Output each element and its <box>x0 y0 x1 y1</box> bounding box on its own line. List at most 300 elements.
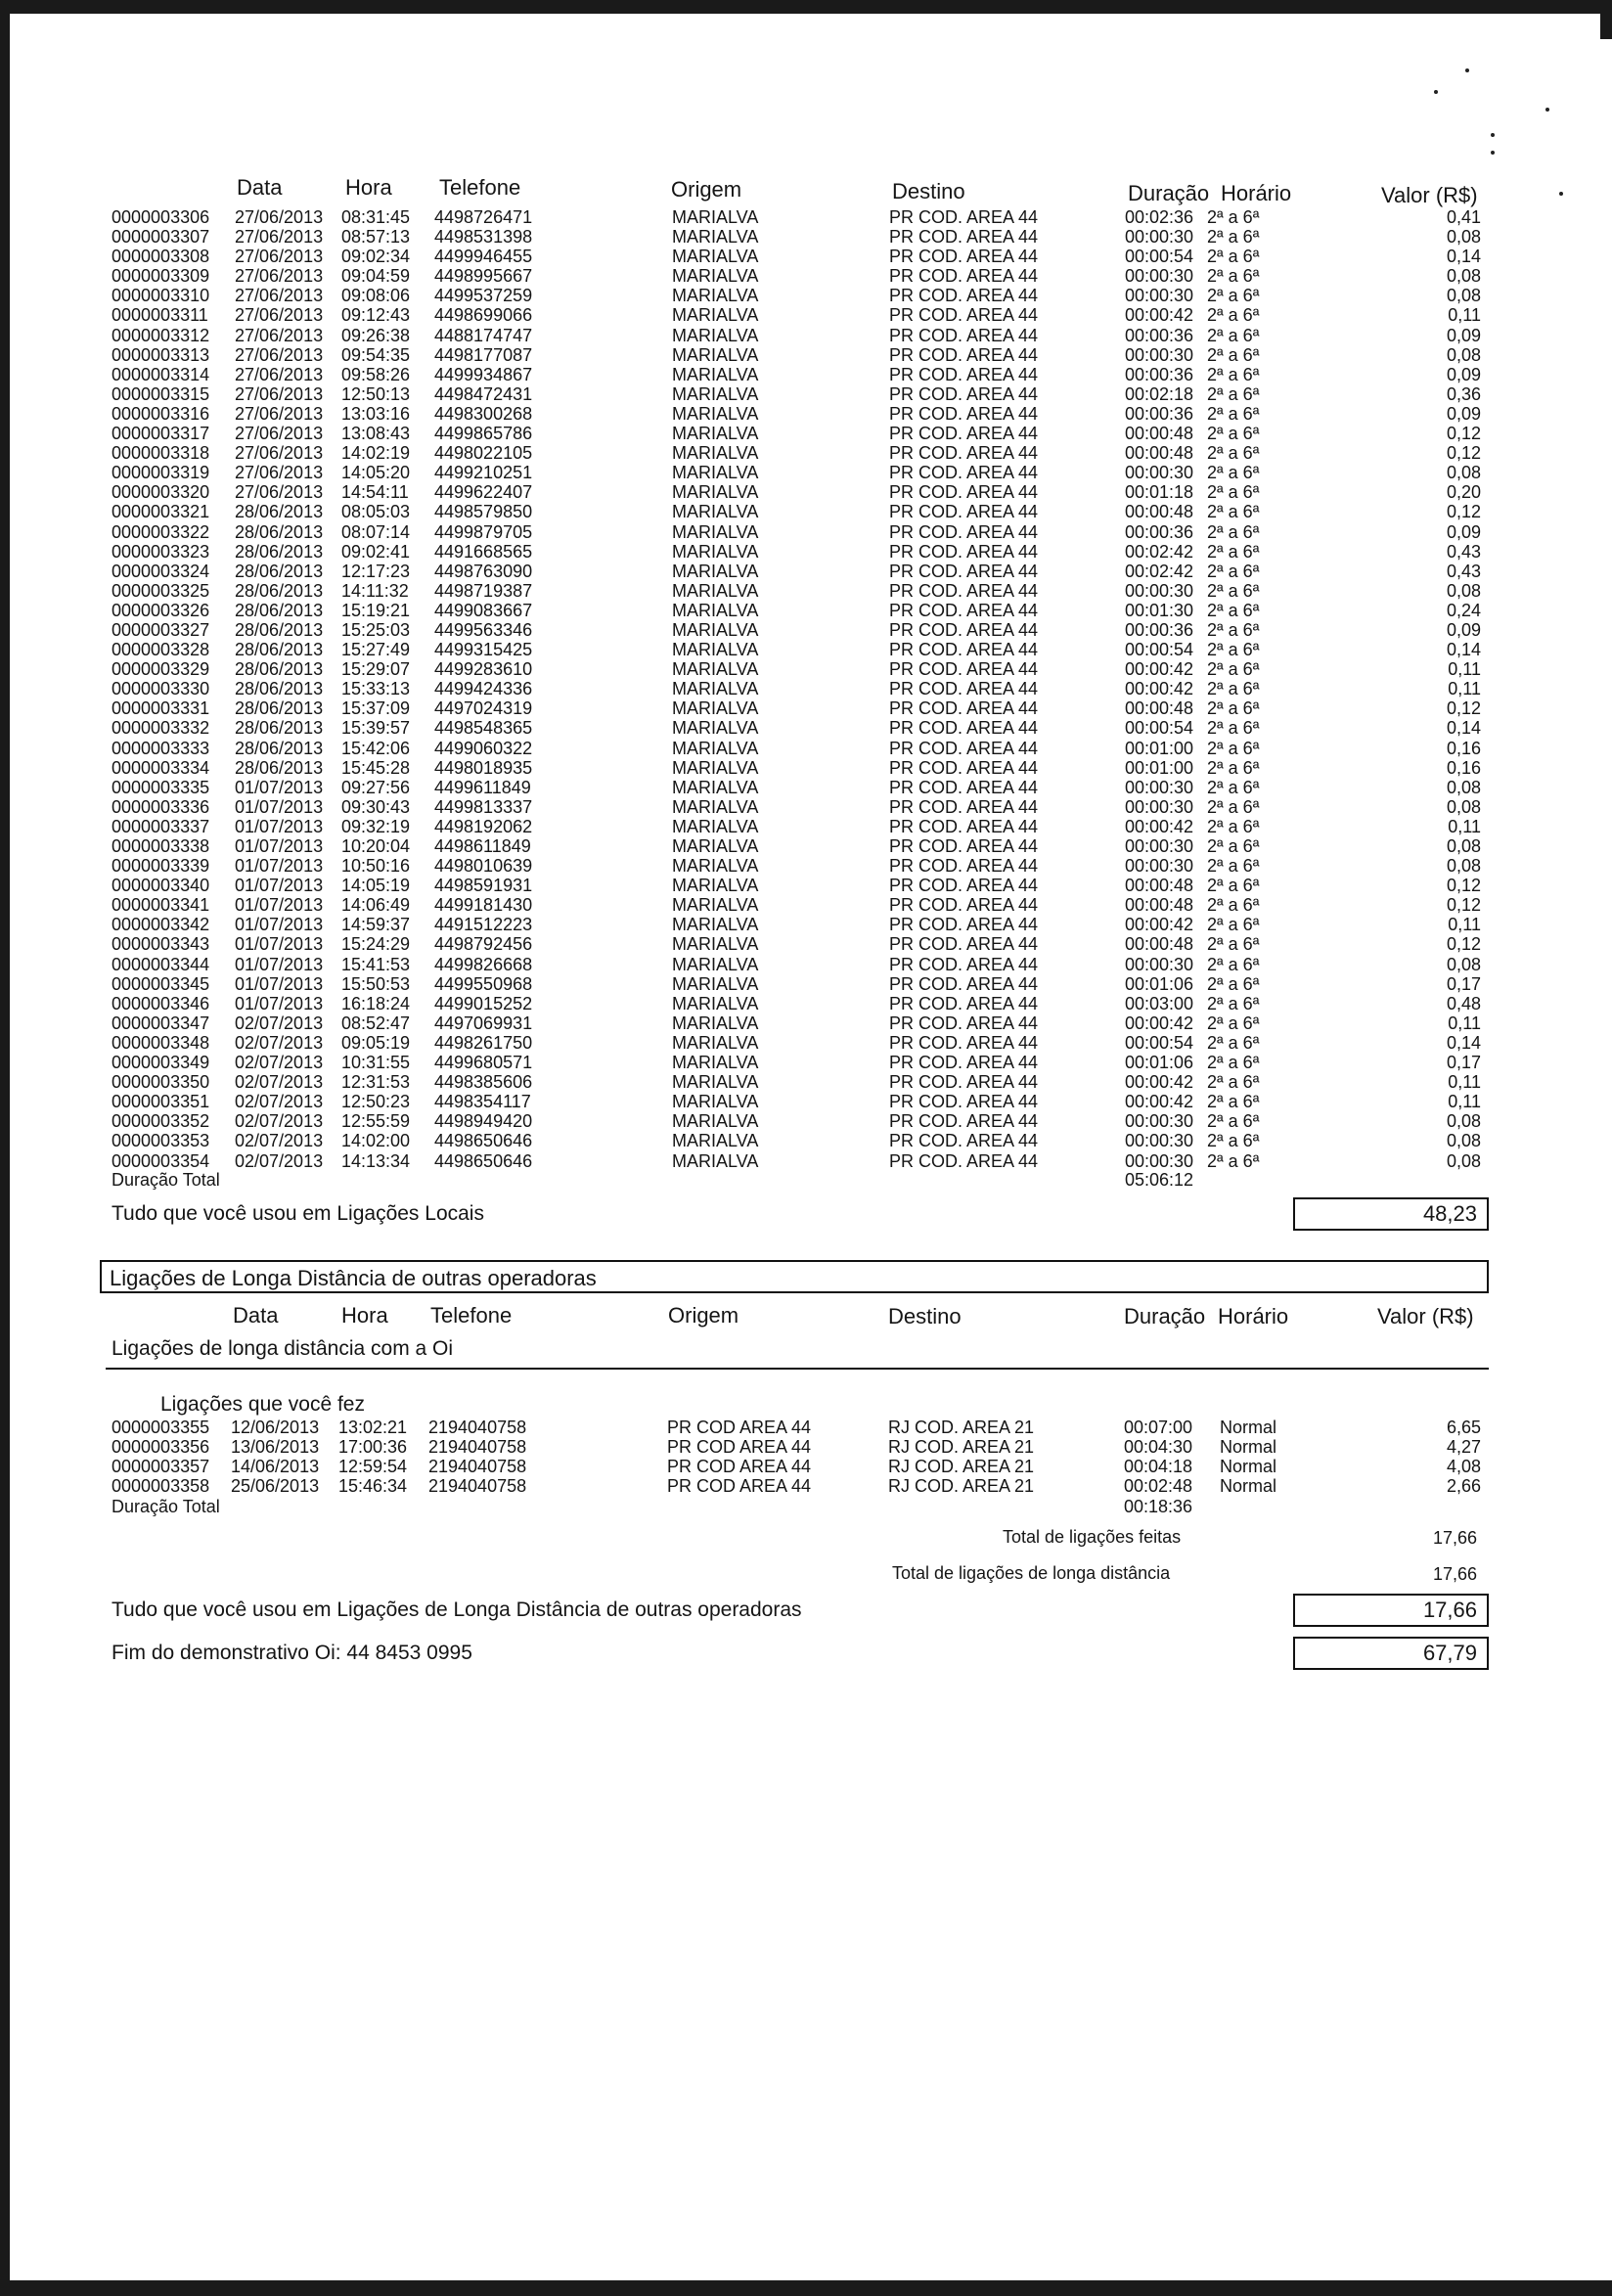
call-time: 09:04:59 <box>341 266 411 287</box>
call-time: 08:05:03 <box>341 502 411 522</box>
call-time: 09:02:34 <box>341 247 411 267</box>
call-destination: PR COD. AREA 44 <box>889 443 1039 464</box>
call-destination: PR COD. AREA 44 <box>889 619 1039 640</box>
call-origin: MARIALVA <box>672 738 759 758</box>
ld-header-data: Data <box>233 1303 279 1328</box>
call-origin: MARIALVA <box>672 266 759 287</box>
call-origin: MARIALVA <box>672 1053 759 1073</box>
call-value: 0,11 <box>1448 1013 1481 1033</box>
call-id: 0000003355 <box>112 1418 210 1437</box>
table-row <box>112 876 1481 895</box>
table-row <box>112 620 1481 640</box>
call-date: 02/07/2013 <box>235 1092 324 1112</box>
call-origin: PR COD AREA 44 <box>667 1418 812 1437</box>
call-phone: 2194040758 <box>428 1476 527 1496</box>
call-destination: PR COD. AREA 44 <box>889 403 1039 424</box>
call-time: 13:08:43 <box>341 424 411 444</box>
call-schedule: Normal <box>1220 1476 1277 1496</box>
call-duration: 00:00:36 <box>1125 619 1194 640</box>
call-destination: PR COD. AREA 44 <box>889 541 1039 562</box>
ld-header-telefone: Telefone <box>430 1303 513 1328</box>
call-duration: 00:00:30 <box>1125 463 1194 483</box>
call-destination: PR COD. AREA 44 <box>889 325 1039 345</box>
table-row <box>112 601 1481 620</box>
call-phone: 4498531398 <box>434 227 533 248</box>
call-date: 28/06/2013 <box>235 679 324 699</box>
call-phone: 4498650646 <box>434 1150 533 1171</box>
call-id: 0000003316 <box>112 403 210 424</box>
ld-calls-made-label: Ligações que você fez <box>160 1393 365 1416</box>
call-id: 0000003320 <box>112 482 210 503</box>
call-phone: 4498949420 <box>434 1111 533 1132</box>
table-row <box>112 679 1481 698</box>
call-date: 25/06/2013 <box>231 1476 320 1496</box>
ld-header-destino: Destino <box>888 1304 962 1328</box>
table-row <box>112 739 1481 758</box>
call-value: 0,43 <box>1446 561 1481 581</box>
call-phone: 2194040758 <box>428 1457 527 1476</box>
call-phone: 4498018935 <box>434 757 533 778</box>
call-phone: 4491512223 <box>434 915 533 935</box>
call-destination: RJ COD. AREA 21 <box>888 1437 1035 1457</box>
table-row <box>112 1111 1481 1131</box>
call-date: 28/06/2013 <box>235 738 324 758</box>
call-value: 0,16 <box>1446 738 1481 758</box>
call-time: 09:30:43 <box>341 796 411 817</box>
call-value: 4,27 <box>1446 1437 1481 1457</box>
ld-total-label: Total de ligações de longa distância <box>892 1563 1171 1583</box>
table-row <box>112 1131 1481 1150</box>
call-time: 10:20:04 <box>341 836 411 856</box>
table-row <box>112 562 1481 581</box>
call-duration: 00:00:42 <box>1125 1092 1194 1112</box>
ld-summary-box <box>1293 1594 1489 1627</box>
call-id: 0000003326 <box>112 600 210 620</box>
scan-speck <box>1559 192 1563 196</box>
local-summary-value: 48,23 <box>1422 1201 1477 1226</box>
call-time: 12:55:59 <box>341 1111 411 1132</box>
call-value: 0,12 <box>1446 934 1481 955</box>
call-duration: 00:02:36 <box>1125 207 1194 227</box>
call-destination: PR COD. AREA 44 <box>889 227 1039 248</box>
call-value: 0,14 <box>1446 1032 1481 1053</box>
call-id: 0000003341 <box>112 895 210 916</box>
call-destination: PR COD. AREA 44 <box>889 482 1039 503</box>
call-date: 01/07/2013 <box>235 796 324 817</box>
call-destination: PR COD. AREA 44 <box>889 1150 1039 1171</box>
call-phone: 4491668565 <box>434 541 533 562</box>
call-time: 15:19:21 <box>341 600 411 620</box>
call-phone: 4498261750 <box>434 1032 533 1053</box>
call-schedule: 2ª a 6ª <box>1207 344 1260 365</box>
call-time: 10:50:16 <box>341 856 411 877</box>
call-phone: 4498010639 <box>434 856 533 877</box>
call-duration: 00:00:30 <box>1125 777 1194 797</box>
call-value: 0,16 <box>1446 757 1481 778</box>
call-duration: 00:00:48 <box>1125 698 1194 719</box>
call-value: 0,08 <box>1446 954 1481 974</box>
call-duration: 00:01:30 <box>1125 600 1194 620</box>
call-date: 01/07/2013 <box>235 836 324 856</box>
call-time: 14:54:11 <box>341 482 409 503</box>
call-phone: 4499083667 <box>434 600 533 620</box>
table-row <box>112 1033 1481 1053</box>
call-origin: MARIALVA <box>672 482 759 503</box>
call-value: 0,08 <box>1446 463 1481 483</box>
call-value: 0,43 <box>1446 541 1481 562</box>
call-time: 09:12:43 <box>341 305 411 326</box>
call-phone: 4488174747 <box>434 325 533 345</box>
call-duration: 00:00:30 <box>1125 954 1194 974</box>
call-origin: MARIALVA <box>672 424 759 444</box>
call-duration: 00:01:06 <box>1125 1053 1194 1073</box>
call-phone: 2194040758 <box>428 1437 527 1457</box>
call-date: 28/06/2013 <box>235 698 324 719</box>
table-row <box>112 698 1481 718</box>
call-schedule: 2ª a 6ª <box>1207 227 1260 248</box>
call-origin: MARIALVA <box>672 600 759 620</box>
call-value: 0,14 <box>1446 247 1481 267</box>
call-schedule: 2ª a 6ª <box>1207 796 1260 817</box>
call-destination: PR COD. AREA 44 <box>889 993 1039 1013</box>
ld-header-duracao: Duração <box>1124 1304 1206 1328</box>
call-date: 27/06/2013 <box>235 424 324 444</box>
call-phone: 4499537259 <box>434 286 533 306</box>
call-value: 0,12 <box>1446 443 1481 464</box>
call-phone: 4499813337 <box>434 796 533 817</box>
call-phone: 4499015252 <box>434 993 533 1013</box>
call-destination: PR COD. AREA 44 <box>889 1053 1039 1073</box>
call-schedule: 2ª a 6ª <box>1207 1072 1260 1093</box>
call-destination: PR COD. AREA 44 <box>889 305 1039 326</box>
call-origin: MARIALVA <box>672 915 759 935</box>
call-id: 0000003330 <box>112 679 210 699</box>
call-duration: 00:04:30 <box>1124 1437 1193 1457</box>
call-schedule: 2ª a 6ª <box>1207 895 1260 916</box>
call-destination: PR COD. AREA 44 <box>889 934 1039 955</box>
call-value: 0,09 <box>1446 325 1481 345</box>
call-schedule: 2ª a 6ª <box>1207 1092 1260 1112</box>
local-calls-table <box>112 207 1481 1171</box>
end-of-statement-label: Fim do demonstrativo Oi: 44 8453 0995 <box>112 1642 472 1664</box>
call-value: 0,17 <box>1446 1053 1481 1073</box>
call-id: 0000003323 <box>112 541 210 562</box>
call-schedule: 2ª a 6ª <box>1207 580 1260 601</box>
call-date: 13/06/2013 <box>231 1437 320 1457</box>
call-destination: PR COD. AREA 44 <box>889 502 1039 522</box>
call-schedule: 2ª a 6ª <box>1207 482 1260 503</box>
call-date: 01/07/2013 <box>235 856 324 877</box>
call-value: 0,12 <box>1446 698 1481 719</box>
call-id: 0000003354 <box>112 1150 210 1171</box>
call-phone: 4498792456 <box>434 934 533 955</box>
call-destination: PR COD. AREA 44 <box>889 247 1039 267</box>
call-value: 0,09 <box>1446 619 1481 640</box>
call-value: 0,09 <box>1446 364 1481 384</box>
scan-border-top <box>0 0 1612 14</box>
call-value: 0,11 <box>1448 1092 1481 1112</box>
call-date: 27/06/2013 <box>235 207 324 227</box>
call-id: 0000003308 <box>112 247 210 267</box>
call-destination: PR COD. AREA 44 <box>889 1131 1039 1151</box>
call-phone: 4498699066 <box>434 305 533 326</box>
call-duration: 00:02:42 <box>1125 561 1194 581</box>
call-id: 0000003324 <box>112 561 210 581</box>
call-date: 27/06/2013 <box>235 344 324 365</box>
call-time: 09:54:35 <box>341 344 411 365</box>
call-destination: PR COD. AREA 44 <box>889 698 1039 719</box>
call-phone: 4499622407 <box>434 482 533 503</box>
call-schedule: Normal <box>1220 1418 1277 1437</box>
header-data: Data <box>237 175 283 200</box>
call-date: 01/07/2013 <box>235 954 324 974</box>
ld-total-value: 17,66 <box>1432 1564 1477 1584</box>
call-destination: PR COD. AREA 44 <box>889 521 1039 542</box>
scan-speck <box>1545 108 1549 112</box>
call-time: 09:05:19 <box>341 1032 411 1053</box>
call-time: 14:13:34 <box>341 1150 411 1171</box>
call-duration: 00:00:48 <box>1125 424 1194 444</box>
call-time: 14:02:19 <box>341 443 411 464</box>
call-id: 0000003340 <box>112 876 210 896</box>
call-destination: PR COD. AREA 44 <box>889 1072 1039 1093</box>
call-value: 0,12 <box>1446 876 1481 896</box>
call-origin: MARIALVA <box>672 1092 759 1112</box>
call-phone: 4498995667 <box>434 266 533 287</box>
call-phone: 4499865786 <box>434 424 533 444</box>
call-destination: PR COD. AREA 44 <box>889 344 1039 365</box>
call-value: 0,12 <box>1446 502 1481 522</box>
call-origin: MARIALVA <box>672 718 759 739</box>
call-id: 0000003357 <box>112 1457 210 1476</box>
header-destino: Destino <box>892 179 965 203</box>
call-phone: 4499424336 <box>434 679 533 699</box>
call-value: 0,41 <box>1446 207 1481 227</box>
call-time: 15:25:03 <box>341 619 411 640</box>
call-origin: MARIALVA <box>672 954 759 974</box>
call-phone: 4498611849 <box>434 836 531 856</box>
ld-summary-value: 17,66 <box>1422 1598 1477 1622</box>
call-duration: 00:00:30 <box>1125 856 1194 877</box>
call-destination: PR COD. AREA 44 <box>889 876 1039 896</box>
call-duration: 00:02:42 <box>1125 541 1194 562</box>
call-duration: 00:00:48 <box>1125 502 1194 522</box>
call-value: 0,09 <box>1446 403 1481 424</box>
table-row <box>112 1092 1481 1111</box>
call-value: 0,08 <box>1446 580 1481 601</box>
call-phone: 4498548365 <box>434 718 533 739</box>
call-duration: 00:00:42 <box>1125 1013 1194 1033</box>
local-summary-box <box>1293 1197 1489 1231</box>
call-id: 0000003307 <box>112 227 210 248</box>
call-id: 0000003332 <box>112 718 210 739</box>
ld-header-horario: Horário <box>1218 1304 1289 1328</box>
call-origin: MARIALVA <box>672 836 759 856</box>
call-duration: 00:00:30 <box>1125 1150 1194 1171</box>
scan-border-right <box>1600 0 1612 39</box>
call-duration: 00:01:18 <box>1125 482 1194 503</box>
table-row <box>112 542 1481 562</box>
call-destination: PR COD. AREA 44 <box>889 286 1039 306</box>
call-date: 01/07/2013 <box>235 816 324 836</box>
call-schedule: 2ª a 6ª <box>1207 424 1260 444</box>
call-origin: MARIALVA <box>672 1150 759 1171</box>
call-origin: MARIALVA <box>672 502 759 522</box>
call-duration: 00:00:48 <box>1125 876 1194 896</box>
call-date: 01/07/2013 <box>235 876 324 896</box>
call-destination: PR COD. AREA 44 <box>889 718 1039 739</box>
call-value: 0,08 <box>1446 344 1481 365</box>
call-schedule: 2ª a 6ª <box>1207 698 1260 719</box>
call-value: 4,08 <box>1446 1457 1481 1476</box>
call-duration: 00:00:30 <box>1125 1131 1194 1151</box>
call-phone: 4499181430 <box>434 895 533 916</box>
call-date: 28/06/2013 <box>235 541 324 562</box>
call-time: 12:50:23 <box>341 1092 411 1112</box>
table-row <box>112 581 1481 601</box>
call-id: 0000003346 <box>112 993 210 1013</box>
ld-summary-label: Tudo que você usou em Ligações de Longa Distância de outras operadoras <box>112 1598 802 1621</box>
call-id: 0000003314 <box>112 364 210 384</box>
call-id: 0000003327 <box>112 619 210 640</box>
call-destination: PR COD. AREA 44 <box>889 738 1039 758</box>
call-time: 08:57:13 <box>341 227 411 248</box>
call-date: 01/07/2013 <box>235 915 324 935</box>
header-valor: Valor (R$) <box>1381 183 1478 207</box>
call-phone: 4498726471 <box>434 207 533 227</box>
call-phone: 4498177087 <box>434 344 533 365</box>
call-origin: MARIALVA <box>672 856 759 877</box>
call-date: 27/06/2013 <box>235 325 324 345</box>
call-value: 0,08 <box>1446 1131 1481 1151</box>
call-value: 0,11 <box>1448 679 1481 699</box>
call-phone: 4498763090 <box>434 561 533 581</box>
call-phone: 4499060322 <box>434 738 533 758</box>
call-value: 0,14 <box>1446 718 1481 739</box>
call-value: 6,65 <box>1446 1418 1481 1437</box>
call-destination: PR COD. AREA 44 <box>889 1111 1039 1132</box>
call-duration: 00:00:30 <box>1125 1111 1194 1132</box>
call-origin: MARIALVA <box>672 463 759 483</box>
call-destination: PR COD. AREA 44 <box>889 679 1039 699</box>
call-phone: 4499563346 <box>434 619 533 640</box>
table-row <box>112 424 1481 443</box>
call-value: 0,08 <box>1446 836 1481 856</box>
call-value: 0,08 <box>1446 1150 1481 1171</box>
table-row <box>112 227 1481 247</box>
call-id: 0000003333 <box>112 738 210 758</box>
call-time: 17:00:36 <box>338 1437 408 1457</box>
call-phone: 4499315425 <box>434 640 533 660</box>
call-origin: MARIALVA <box>672 796 759 817</box>
call-origin: MARIALVA <box>672 619 759 640</box>
local-duration-total-label: Duração Total <box>112 1170 220 1190</box>
call-value: 0,11 <box>1448 816 1481 836</box>
scan-border-left <box>0 0 10 2296</box>
call-origin: MARIALVA <box>672 364 759 384</box>
call-date: 02/07/2013 <box>235 1111 324 1132</box>
call-date: 14/06/2013 <box>231 1457 320 1476</box>
call-value: 2,66 <box>1446 1476 1481 1496</box>
call-destination: PR COD. AREA 44 <box>889 463 1039 483</box>
call-time: 14:11:32 <box>341 580 409 601</box>
call-value: 0,08 <box>1446 286 1481 306</box>
call-phone: 4499283610 <box>434 659 533 680</box>
call-schedule: 2ª a 6ª <box>1207 383 1260 404</box>
call-origin: MARIALVA <box>672 757 759 778</box>
call-duration: 00:00:54 <box>1125 1032 1194 1053</box>
call-time: 09:02:41 <box>341 541 411 562</box>
call-id: 0000003313 <box>112 344 210 365</box>
call-origin: MARIALVA <box>672 305 759 326</box>
call-phone: 4499946455 <box>434 247 533 267</box>
table-row <box>112 286 1481 305</box>
call-schedule: 2ª a 6ª <box>1207 876 1260 896</box>
call-phone: 4498300268 <box>434 403 533 424</box>
call-destination: PR COD. AREA 44 <box>889 915 1039 935</box>
call-time: 14:05:20 <box>341 463 411 483</box>
call-schedule: 2ª a 6ª <box>1207 305 1260 326</box>
call-value: 0,08 <box>1446 227 1481 248</box>
call-schedule: 2ª a 6ª <box>1207 600 1260 620</box>
table-row <box>112 266 1481 286</box>
call-phone: 4498472431 <box>434 383 533 404</box>
call-time: 10:31:55 <box>341 1053 411 1073</box>
table-row <box>112 1151 1481 1171</box>
table-row <box>112 1476 1481 1496</box>
scan-speck <box>1434 90 1438 94</box>
table-row <box>112 955 1481 974</box>
table-row <box>112 817 1481 836</box>
call-schedule: 2ª a 6ª <box>1207 954 1260 974</box>
call-value: 0,24 <box>1446 600 1481 620</box>
call-schedule: 2ª a 6ª <box>1207 836 1260 856</box>
call-schedule: Normal <box>1220 1457 1277 1476</box>
call-duration: 00:00:30 <box>1125 836 1194 856</box>
call-duration: 00:00:42 <box>1125 1072 1194 1093</box>
call-phone: 4497024319 <box>434 698 533 719</box>
call-destination: PR COD. AREA 44 <box>889 1013 1039 1033</box>
call-time: 09:58:26 <box>341 364 411 384</box>
call-duration: 00:00:54 <box>1125 718 1194 739</box>
call-schedule: 2ª a 6ª <box>1207 738 1260 758</box>
call-time: 15:24:29 <box>341 934 411 955</box>
call-destination: PR COD. AREA 44 <box>889 856 1039 877</box>
call-date: 28/06/2013 <box>235 561 324 581</box>
call-date: 27/06/2013 <box>235 482 324 503</box>
call-date: 28/06/2013 <box>235 659 324 680</box>
call-destination: PR COD. AREA 44 <box>889 777 1039 797</box>
call-origin: PR COD AREA 44 <box>667 1476 812 1496</box>
table-row <box>112 207 1481 227</box>
call-value: 0,08 <box>1446 1111 1481 1132</box>
call-schedule: 2ª a 6ª <box>1207 502 1260 522</box>
call-time: 09:32:19 <box>341 816 411 836</box>
call-destination: PR COD. AREA 44 <box>889 1032 1039 1053</box>
call-id: 0000003350 <box>112 1072 210 1093</box>
call-date: 27/06/2013 <box>235 463 324 483</box>
call-time: 15:37:09 <box>341 698 411 719</box>
call-schedule: 2ª a 6ª <box>1207 1013 1260 1033</box>
call-duration: 00:00:48 <box>1125 895 1194 916</box>
call-destination: RJ COD. AREA 21 <box>888 1457 1035 1476</box>
table-row <box>112 345 1481 365</box>
call-duration: 00:00:36 <box>1125 325 1194 345</box>
ld-header-origem: Origem <box>668 1303 739 1328</box>
call-time: 12:50:13 <box>341 383 411 404</box>
call-origin: MARIALVA <box>672 640 759 660</box>
call-origin: MARIALVA <box>672 1131 759 1151</box>
